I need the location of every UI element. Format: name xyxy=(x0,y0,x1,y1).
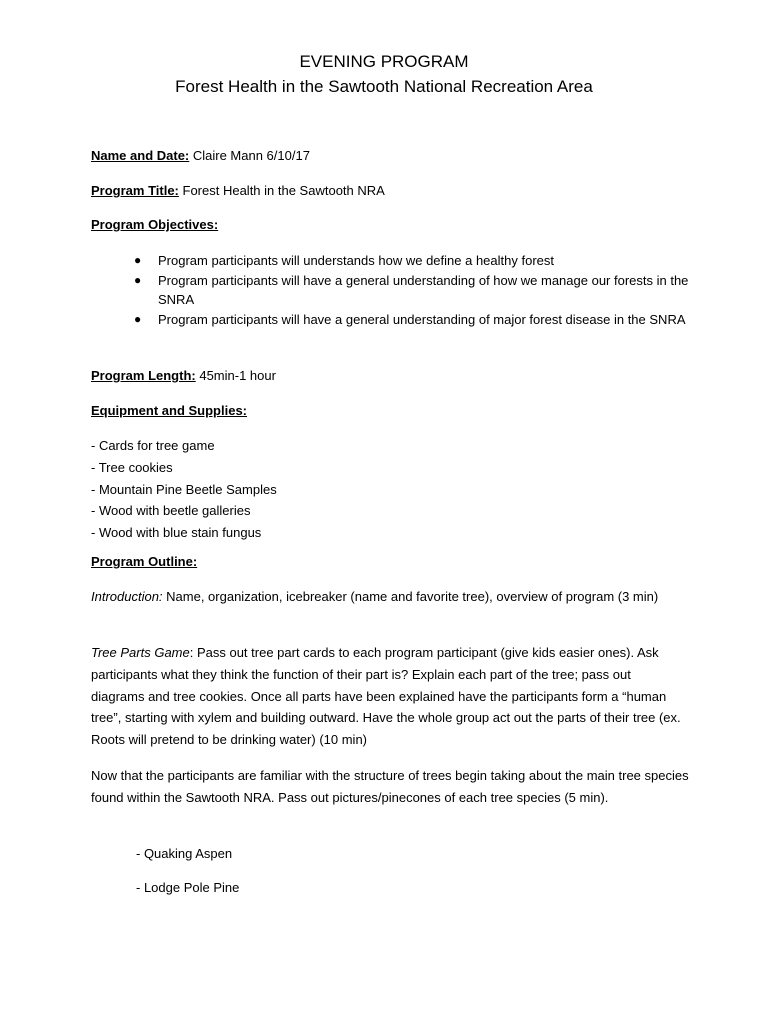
name-date-line xyxy=(91,145,691,167)
tree-species-paragraph: Now that the participants are familiar with the structure of trees begin taking about the main tree species found within the Sawtooth NRA. Pass out pictures/pinecones of each tree species (5 min). xyxy=(91,768,689,805)
tree-parts-game-paragraph xyxy=(91,642,683,751)
list-item: ● Program participants will have a general understanding of major forest disease in the SNRA xyxy=(91,310,691,330)
objectives-list xyxy=(91,251,691,329)
objectives-heading xyxy=(91,214,691,236)
program-length-label: Program Length: xyxy=(91,368,196,383)
species-item-quaking-aspen: - Quaking Aspen xyxy=(136,846,233,861)
introduction-paragraph xyxy=(91,586,686,608)
list-item: - Wood with beetle galleries xyxy=(91,503,251,519)
introduction-text: Name, organization, icebreaker (name and favorite tree), overview of program (3 min) xyxy=(162,589,659,604)
equipment-heading xyxy=(91,400,691,422)
document-title: EVENING PROGRAM xyxy=(299,52,469,71)
program-length-value: 45min-1 hour xyxy=(195,368,276,383)
bullet-icon: ● xyxy=(134,272,142,287)
outline-label: Program Outline: xyxy=(91,554,198,569)
list-item: - Wood with blue stain fungus xyxy=(91,525,262,541)
list-item: - Tree cookies xyxy=(91,459,173,475)
title-block xyxy=(0,49,768,99)
equipment-label: Equipment and Supplies: xyxy=(91,403,248,418)
tree-parts-game-text: : Pass out tree part cards to each program participant (give kids easier ones). Ask participants what they think the function of their part is? Explain each part of the tree; pass out diagrams and tree cookies. Once all parts have been explained have the participants form a “human tree”, starting with xylem and building outward. Have the whole group act out the parts of their tree (ex. Roots will pretend to be drinking water) (10 min) xyxy=(91,645,681,748)
bullet-icon: ● xyxy=(134,311,142,326)
program-title-value: Forest Health in the Sawtooth NRA xyxy=(178,183,385,198)
list-item: - Cards for tree game xyxy=(91,438,215,453)
name-date-value: Claire Mann 6/10/17 xyxy=(189,148,310,163)
name-date-label: Name and Date: xyxy=(91,148,190,163)
program-title-line xyxy=(91,180,691,202)
supplies-list xyxy=(91,435,277,544)
program-title-label: Program Title: xyxy=(91,183,179,198)
species-item-lodge-pole-pine: - Lodge Pole Pine xyxy=(136,880,240,895)
introduction-label: Introduction: xyxy=(91,589,163,604)
outline-heading xyxy=(91,551,691,573)
tree-parts-game-label: Tree Parts Game xyxy=(91,645,190,660)
list-item: ● Program participants will understands how we define a healthy forest xyxy=(91,251,691,271)
bullet-icon: ● xyxy=(134,253,142,267)
program-length-line xyxy=(91,365,691,387)
document-subtitle: Forest Health in the Sawtooth National Recreation Area xyxy=(175,77,593,96)
list-item: - Mountain Pine Beetle Samples xyxy=(91,481,277,497)
objectives-label: Program Objectives: xyxy=(91,217,219,232)
list-item: ● Program participants will have a general understanding of how we manage our forests in the SNRA xyxy=(134,272,689,307)
